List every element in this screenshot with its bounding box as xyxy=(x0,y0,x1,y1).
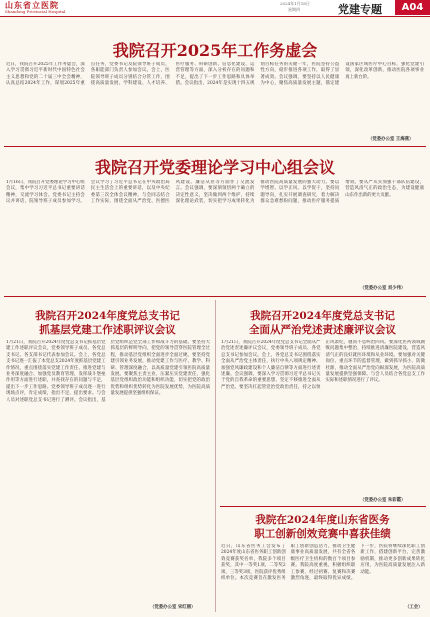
article-1-credit: （党委办公室 王海燕） xyxy=(368,137,414,142)
divider-1 xyxy=(4,146,426,147)
divider-3 xyxy=(220,506,426,507)
article-5-credit: （工会） xyxy=(405,605,423,610)
article-2-body: 1月16日，我院召开党委理论学习中心组会议，集中学习习近平总书记重要讲话精神，交流学习体会。党委书记主持会议并讲话，院领导班子成员参加学习。会议学习了习近平总书记在中央政治局民主生活会上的重要讲话，以及中央纪委第三次全体会议精神。与会同志结合工作实际，围绕全面从严治党、医德医风建设、廉洁从业等方面作了交流发言。会议强调，要深刻领悟两个确立的决定性意义，坚决做到两个维护，持续深化理论武装，切实把学习成果转化为推动医院高质量发展的强大动力。要以学增智、以学正风、以学促干，坚持问题导向，扎实开展调查研究，着力解决群众急难愁盼问题，推动医疗服务提质增效。要从严从实加强干部队伍建设，营造风清气正的政治生态，为建设健康山东作出新的更大贡献。 xyxy=(6,180,424,205)
article-4-body: 1月21日，我院召开2024年度党总支书记全面从严治党述责述廉评议会议，党委领导班子成员、各党总支书记参加会议。会上，各党总支书记围绕落实全面从严治党主体责任、执行中央八项规定精神、加强党风廉政建设和个人廉洁自律等方面进行述责述廉。会议强调，要深入学习贯彻习近平总书记关于党的自我革命的重要思想，坚定不移推进全面从严治党。要坚决扛起管党治党政治责任，持之以恒正风肃纪，驰而不息纠治四风。要深化医药领域腐败问题集中整治，持续推进清廉医院建设，营造风清气正的良好就医环境和从业环境。要加强对关键岗位、重点环节的监督管理，做到抓早抓小、防微杜渐，推动全面从严治党向纵深发展，为医院高质量发展提供坚强保障。与会人员结合各党总支工作实际和述职情况进行了评议。 xyxy=(221,340,425,390)
section-title: 党建专题 xyxy=(338,3,382,16)
hospital-logo: 山东省立医院 xyxy=(5,0,59,10)
article-4-credit: （党委办公室 朱彩霞） xyxy=(360,498,406,503)
issue-date: 2024年1月18日 xyxy=(280,1,310,6)
article-1-title: 我院召开2025年工作务虚会 xyxy=(112,41,318,60)
article-3-credit: （党委办公室 宋红丽） xyxy=(150,605,196,610)
divider-2 xyxy=(4,296,426,297)
article-4-title-line1: 我院召开2024年度党总支书记 xyxy=(250,310,395,322)
page-header xyxy=(0,0,430,17)
page-number-badge: A04 xyxy=(395,0,430,15)
article-5-body: 近日，山东省医务工会发布了2024年度山东省医务职工创新创效竞赛获奖名单，我院多个项目获奖，其中一等奖1项、二等奖2项、三等奖3项，医院获评优秀组织单位。本次竞赛旨在激发医务职工创新创造活力，推动卫生健康事业高质量发展，共有全省各级医疗卫生机构的数百个项目参赛。我院高度重视，积极组织职工参赛，经过初赛、复赛和决赛激烈角逐，最终取得优异成绩。下一步，医院将继续深化职工创新工作，搭建创新平台，完善激励机制，推动更多创新成果转化应用，为医院高质量发展注入新动能。 xyxy=(221,544,425,582)
hospital-logo-english: Shandong Provincial Hospital xyxy=(5,9,66,14)
article-5-title-line1: 我院在2024年度山东省医务 xyxy=(255,514,390,526)
article-3-title-line2: 抓基层党建工作述职评议会议 xyxy=(39,324,176,336)
article-3-body: 1月21日，我院召开2024年度党总支书记抓基层党建工作述职评议会议，党委领导班子成员、各党总支书记、各支部书记代表参加会议。会上，各党总支书记逐一汇报了本党总支2024年度抓基层党建工作情况，重点围绕落实党建工作责任、推进党建与业务深度融合、加强党员教育管理、发挥战斗堡垒作用等方面进行述职，并查找存在的问题与不足，提出下一步工作思路。党委领导班子成员逐一进行现场点评，肯定成绩，指出不足，提出要求。与会人员对述职党总支书记进行了测评。会议指出，基层党组织是党全部工作和战斗力的基础，要坚持大抓基层的鲜明导向，把党的领导贯穿医院管理全过程，推动基层党组织全面进步全面过硬。要坚持党建引领业务发展，推动党建工作与医疗、教学、科研、管理深度融合，以高质量党建引领医院高质量发展。要聚焦主责主业，压紧压实党建责任，强化基层党组织政治功能和组织功能，切实把党的政治优势和组织优势转化为医院发展优势，为医院高质量发展提供坚强组织保证。 xyxy=(6,340,210,403)
article-2-credit: （党委办公室 刘少伟） xyxy=(360,286,406,291)
column-divider xyxy=(215,300,216,612)
article-1-body: 近日，我院召开2025年工作务虚会，深入学习贯彻习近平新时代中国特色社会主义思想和党的二十届三中全会精神，认真总结2024年工作，谋划2025年重点任务，党委书记及院领导班子成员，各职能部门负责人参加会议。会上，医院领导班子成员分别结合分管工作，围绕高质量发展、学科建设、人才培养、医疗服务、科研创新、信息化建设、运营管理等方面，深入分析存在的问题和不足，提出了下一步工作思路和具体举措。会议指出，2024年是实现十四五规划目标任务的关键一年，医院坚持公益性方向，稳步推进各项工作，取得了显著成效。会议强调，要坚持以人民健康为中心，聚焦高质量发展主题，锚定建设国家区域医疗中心目标，强化党建引领，深化改革创新，推动医院各项事业再上新台阶。 xyxy=(6,62,424,87)
article-3-title-line1: 我院召开2024年度党总支书记 xyxy=(35,310,180,322)
article-2-title: 我院召开党委理论学习中心组会议 xyxy=(94,158,335,177)
issue-weekday: 星期四 xyxy=(288,7,300,12)
article-4-title-line2: 全面从严治党述责述廉评议会议 xyxy=(249,324,396,336)
article-5-title-line2: 职工创新创效竞赛中喜获佳绩 xyxy=(254,528,391,540)
